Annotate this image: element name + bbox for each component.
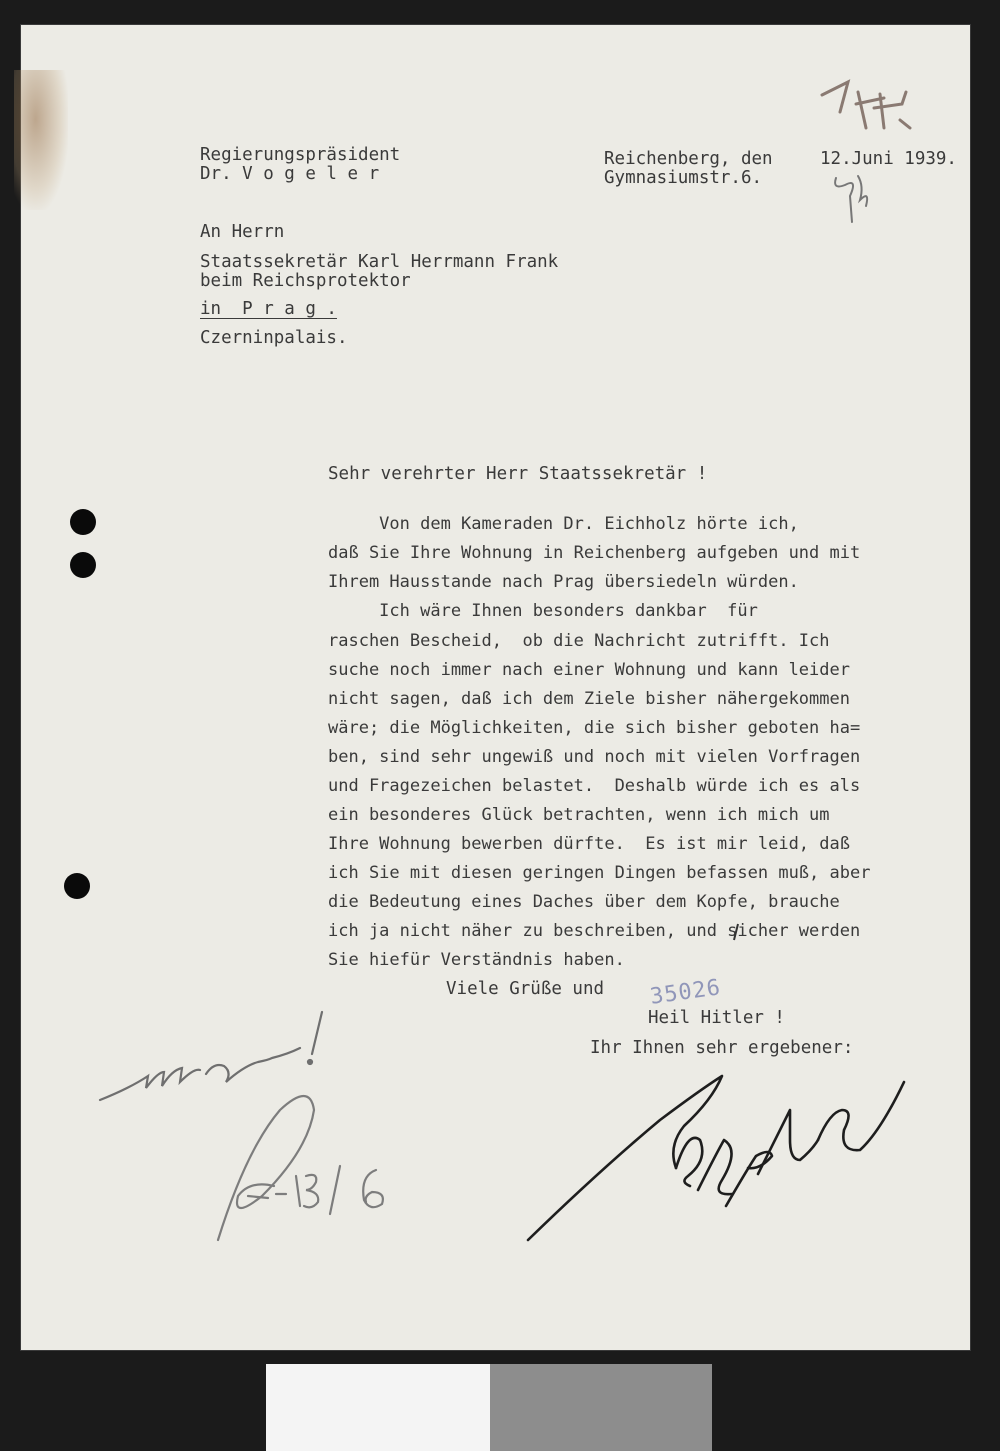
signature-vogeler <box>528 1076 904 1240</box>
street-line: Gymnasiumstr.6. <box>604 168 763 188</box>
sender-name: Dr. V o g e l e r <box>200 164 380 184</box>
body-line: ich Sie mit diesen geringen Dingen befassen muß, aber <box>328 863 871 883</box>
closing-regards: Viele Grüße und <box>446 979 605 999</box>
body-line: ben, sind sehr ungewiß und noch mit vielen Vorfragen <box>328 747 861 767</box>
body-line: ein besonderes Glück betrachten, wenn ich mich um <box>328 805 830 825</box>
body-line: die Bedeutung eines Daches über dem Kopfe, brauche <box>328 892 840 912</box>
body-line: Ihre Wohnung bewerben dürfte. Es ist mir leid, daß <box>328 834 850 854</box>
pencil-note-mir <box>100 1012 322 1100</box>
body-line: Von dem Kameraden Dr. Eichholz hörte ich, <box>328 514 799 534</box>
place-line: Reichenberg, den <box>604 149 773 169</box>
date-text: 12.Juni 1939. <box>820 149 957 169</box>
calibration-gray-patch <box>490 1364 712 1451</box>
top-right-number <box>822 82 910 128</box>
recipient-salutation: An Herrn <box>200 222 285 242</box>
body-line: und Fragezeichen belastet. Deshalb würde ich es als <box>328 776 861 796</box>
body-line: raschen Bescheid, ob die Nachricht zutrifft. Ich <box>328 631 830 651</box>
closing-salute: Heil Hitler ! <box>648 1008 785 1028</box>
pencil-initial-13-6 <box>218 1096 383 1240</box>
recipient-office: beim Reichsprotektor <box>200 271 411 291</box>
body-line: suche noch immer nach einer Wohnung und kann leider <box>328 660 850 680</box>
body-line: daß Sie Ihre Wohnung in Reichenberg aufgeben und mit <box>328 543 861 563</box>
body-line: Ich wäre Ihnen besonders dankbar für <box>328 601 758 621</box>
registry-stamp: 35026 <box>648 975 723 1010</box>
body-line: Sie hiefür Verständnis haben. <box>328 950 625 970</box>
closing-signoff: Ihr Ihnen sehr ergebener: <box>590 1038 854 1058</box>
letter-greeting: Sehr verehrter Herr Staatssekretär ! <box>328 464 708 484</box>
sender-title: Regierungspräsident <box>200 145 401 165</box>
body-line: ich ja nicht näher zu beschreiben, und sicher werden <box>328 921 861 941</box>
recipient-building: Czerninpalais. <box>200 328 348 348</box>
body-line: Ihrem Hausstande nach Prag übersiedeln würden. <box>328 572 799 592</box>
recipient-city: in P r a g . <box>200 299 337 319</box>
body-line: nicht sagen, daß ich dem Ziele bisher nähergekommen <box>328 689 850 709</box>
date-initials-mark <box>835 176 867 222</box>
body-line: wäre; die Möglichkeiten, die sich bisher geboten ha= <box>328 718 861 738</box>
ink-mark <box>734 924 738 940</box>
recipient-name: Staatssekretär Karl Herrmann Frank <box>200 252 559 272</box>
calibration-white-patch <box>266 1364 490 1451</box>
